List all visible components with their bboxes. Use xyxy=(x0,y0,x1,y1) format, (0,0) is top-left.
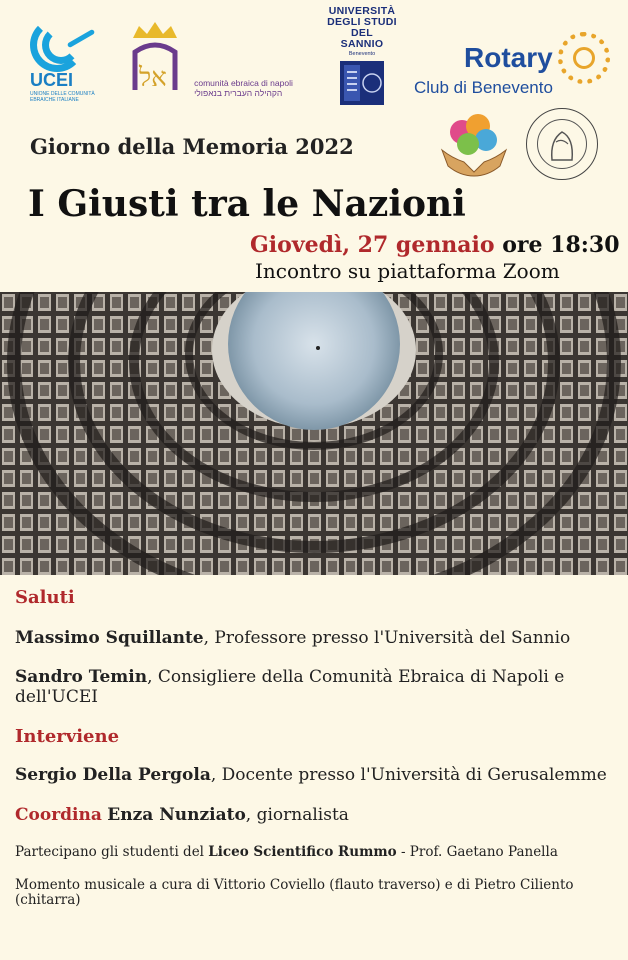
uni-line2: DEGLI STUDI xyxy=(327,16,397,28)
ucei-name: UCEI xyxy=(30,70,74,90)
rotary-wheel-icon xyxy=(558,32,610,84)
speaker3 xyxy=(15,765,615,785)
header xyxy=(0,0,628,292)
rotary-name: Rotary xyxy=(464,42,553,73)
event-title: I Giusti tra le Nazioni xyxy=(28,183,466,225)
speaker2 xyxy=(15,667,615,707)
ucei-logo xyxy=(30,18,110,103)
comunita-subtitle-he: הקהילה העברית בנאפולי xyxy=(194,88,283,98)
event-date: Giovedì, 27 gennaio xyxy=(250,232,495,258)
event-venue: Incontro su piattaforma Zoom xyxy=(255,259,560,283)
svg-text:אל: אל xyxy=(139,63,167,93)
program xyxy=(15,588,615,908)
coordina-heading: Coordina xyxy=(15,805,102,825)
speaker1-role: , Professore presso l'Università del Sannio xyxy=(203,628,571,648)
students-school: Liceo Scientifico Rummo xyxy=(208,844,397,860)
speaker3-role: , Docente presso l'Università di Gerusalemme xyxy=(210,765,607,785)
students-suffix: - Prof. Gaetano Panella xyxy=(396,844,558,860)
uni-line4: SANNIO xyxy=(340,38,384,50)
comunita-logo xyxy=(125,20,310,100)
uni-line5: Benevento xyxy=(348,51,376,57)
students-prefix: Partecipano gli studenti del xyxy=(15,844,209,860)
comunita-subtitle-it: comunità ebraica di napoli xyxy=(194,78,293,88)
speaker3-name: Sergio Della Pergola xyxy=(15,765,211,785)
moderator xyxy=(15,805,615,825)
event-datetime xyxy=(250,232,620,258)
speaker1-name: Massimo Squillante xyxy=(15,628,204,648)
speaker2-name: Sandro Temin xyxy=(15,667,148,687)
speaker1 xyxy=(15,628,615,648)
hall-of-names-photo xyxy=(0,292,628,575)
saluti-heading: Saluti xyxy=(15,587,75,608)
brain-hands-icon xyxy=(438,106,510,178)
uni-line3: DEL xyxy=(351,27,373,39)
event-subtitle: Giorno della Memoria 2022 xyxy=(30,134,354,159)
rotary-club: Club di Benevento xyxy=(414,78,553,97)
interviene-heading: Interviene xyxy=(15,726,120,747)
medal-portrait-icon xyxy=(526,108,598,180)
moderator-role: , giornalista xyxy=(245,805,349,825)
uni-line1: UNIVERSITÀ xyxy=(328,5,396,17)
ucei-subtitle: UNIONE DELLE COMUNITÀ EBRAICHE ITALIANE xyxy=(30,91,95,103)
speaker2-role: , Consigliere della Comunità Ebraica di Napoli e dell'UCEI xyxy=(15,667,565,707)
moderator-name: Enza Nunziato xyxy=(107,805,246,825)
crown-menorah-icon xyxy=(125,20,185,95)
universita-logo xyxy=(322,6,402,105)
music-note: Momento musicale a cura di Vittorio Coviello (flauto traverso) e di Pietro Ciliento (chitarra) xyxy=(15,877,574,908)
university-seal-icon xyxy=(340,61,384,105)
event-time: ore 18:30 xyxy=(494,232,620,258)
students-note xyxy=(15,845,615,860)
ucei-arcs-icon xyxy=(30,18,100,68)
